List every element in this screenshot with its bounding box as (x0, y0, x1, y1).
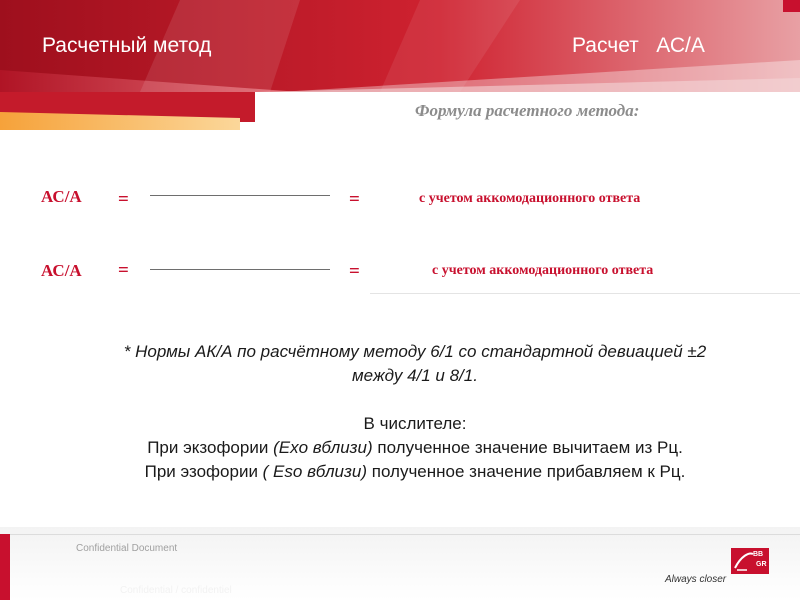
logo-text-top: BB (753, 551, 764, 558)
confidential-faint-label: Confidential / confidentiel (120, 585, 232, 596)
exo-line (20, 436, 800, 460)
equals-sign-2b: = (349, 261, 360, 282)
eso-italic: ( Eso вблизи) (262, 462, 368, 481)
logo-text-bottom: GR (756, 561, 767, 568)
accommodation-note-2: с учетом аккомодационного ответа (432, 263, 654, 278)
slogan: Always closer (665, 574, 727, 585)
norm-line-1: * Нормы АК/А по расчётному методу 6/1 со стандартной девиацией ±2 (123, 342, 707, 361)
norm-line-2: между 4/1 и 8/1. (352, 366, 478, 385)
footer-red-strip (0, 534, 10, 600)
fraction-line-1 (150, 195, 330, 196)
eso-suffix: полученное значение прибавляем к Рц. (367, 462, 686, 481)
header-banner (0, 0, 800, 130)
exo-italic: (Exo вблизи) (273, 438, 373, 457)
accommodation-note-1: с учетом аккомодационного ответа (419, 191, 641, 206)
equals-sign-1b: = (349, 189, 360, 210)
equals-sign-1a: = (118, 189, 129, 210)
header-background (0, 0, 800, 130)
numerator-title: В числителе: (363, 414, 467, 433)
fraction-line-2 (150, 269, 330, 270)
formula-label-aca-2: АС/А (41, 261, 82, 280)
formula-title: Формула расчетного метода: (415, 101, 640, 120)
exo-prefix: При экзофории (147, 438, 274, 457)
footer-divider (0, 534, 800, 535)
corner-mark (783, 0, 800, 12)
eso-prefix: При эзофории (144, 462, 263, 481)
confidential-label: Confidential Document (76, 543, 178, 554)
formula-label-acа-1: АС/А (41, 187, 82, 206)
eso-line (20, 460, 800, 484)
page-title: Расчетный метод (42, 34, 212, 57)
spacer (20, 388, 800, 412)
company-logo (731, 548, 769, 574)
exo-suffix: полученное значение вычитаем из Рц. (372, 438, 683, 457)
notes-block (20, 340, 800, 484)
section-title: Расчет АС/А (572, 34, 705, 57)
divider (370, 293, 800, 294)
equals-sign-2a: = (118, 260, 129, 281)
